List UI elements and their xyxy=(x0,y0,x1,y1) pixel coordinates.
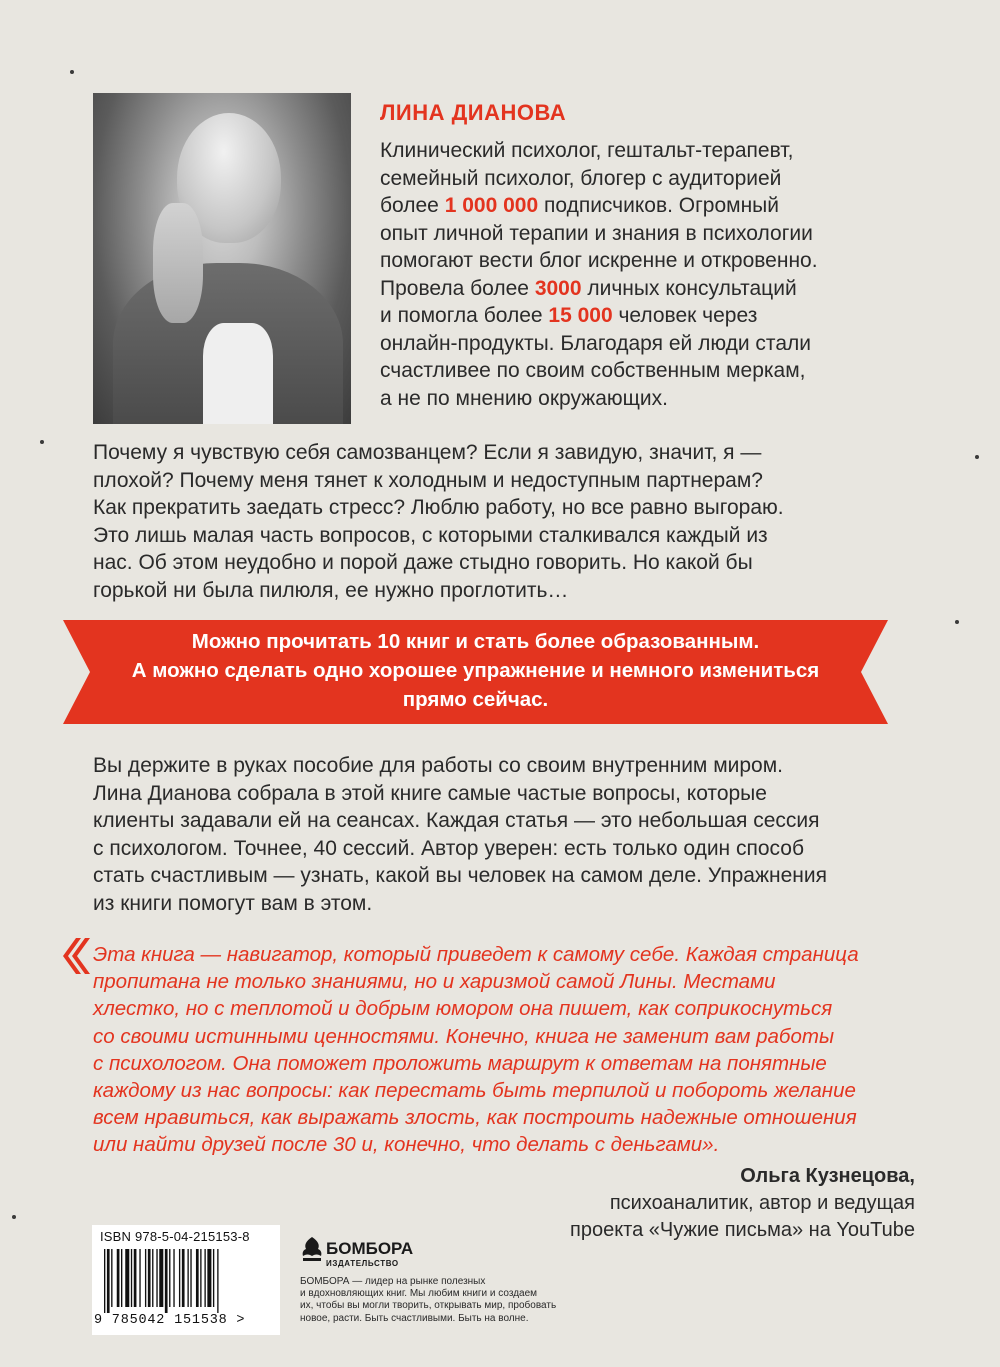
barcode-bar xyxy=(139,1249,140,1307)
quote-line: Эта книга — навигатор, который приведет к самому себе. Каждая страница xyxy=(93,943,859,966)
text-line: горькой ни была пилюля, ее нужно проглотить… xyxy=(93,578,569,602)
publisher-name: БОМБОРА xyxy=(326,1239,414,1258)
bio-line: и помогла более 15 000 человек через xyxy=(380,304,758,327)
barcode-bar xyxy=(156,1249,157,1307)
consultations-count: 3000 xyxy=(534,276,582,300)
barcode-bar xyxy=(169,1249,170,1307)
subscribers-count: 1 000 000 xyxy=(444,194,539,217)
intro-paragraph xyxy=(93,439,913,604)
barcode-bar xyxy=(131,1249,132,1307)
isbn-label: ISBN 978-5-04-215153-8 xyxy=(100,1229,250,1244)
text-line: Лина Дианова собрала в этой книге самые частые вопросы, которые xyxy=(93,781,767,805)
barcode-digits: 9 785042 151538 > xyxy=(94,1313,246,1328)
barcode-bar xyxy=(107,1249,110,1313)
quote-line: со своими истинными ценностями. Конечно, книга не заменит вам работы xyxy=(93,1024,835,1048)
paper-speck xyxy=(12,1215,16,1219)
quote-line: хлестко, но с теплотой и добрым юмором она пишет, как соприкоснуться xyxy=(93,997,833,1021)
review-quote xyxy=(93,941,923,1159)
barcode-bar xyxy=(200,1249,201,1307)
banner-line: А можно сделать одно хорошее упражнение и немного измениться xyxy=(131,659,820,682)
paper-speck xyxy=(975,455,979,459)
quote-line: пропитана не только знаниями, но и харизмой самой Лины. Местами xyxy=(93,970,776,994)
bio-line: счастливее по своим собственным меркам, xyxy=(380,359,806,382)
barcode-bar xyxy=(182,1249,185,1307)
banner-line: прямо сейчас. xyxy=(402,688,549,711)
bio-line: а не по мнению окружающих. xyxy=(380,386,669,410)
isbn-barcode-block xyxy=(92,1225,280,1335)
reviewer-name: Ольга Кузнецова, xyxy=(740,1165,915,1187)
barcode-bar xyxy=(165,1249,168,1313)
author-name: ЛИНА ДИАНОВА xyxy=(380,100,567,125)
highlight-banner xyxy=(63,620,888,724)
barcode-bar xyxy=(207,1249,211,1307)
reviewer-role: проекта «Чужие письма» на YouTube xyxy=(570,1219,915,1241)
text-line: Почему я чувствую себя самозванцем? Если я завидую, значит, я — xyxy=(93,441,762,464)
publisher-desc-line: новое, расти. Быть счастливыми. Быть на волне. xyxy=(300,1312,529,1324)
barcode-bar xyxy=(148,1249,151,1307)
barcode-bar xyxy=(213,1249,214,1307)
barcode-bar xyxy=(187,1249,188,1307)
barcode-bar xyxy=(145,1249,146,1307)
publisher-desc-line: и вдохновляющих книг. Мы любим книги и создаем xyxy=(300,1288,538,1300)
quote-line: всем нравиться, как выражать злость, как построить надежные отношения xyxy=(93,1106,857,1130)
publisher-desc-line: их, чтобы вы могли творить, открывать мир, пробовать xyxy=(300,1300,557,1312)
barcode-bar xyxy=(134,1249,137,1307)
barcode-graphic xyxy=(104,1249,268,1313)
quote-line: каждому из нас вопросы: как перестать быть терпилой и побороть желание xyxy=(93,1079,856,1103)
text-line: клиенты задавали ей на сеансах. Каждая статья — это небольшая сессия xyxy=(93,809,820,832)
text-line: Как прекратить заедать стресс? Люблю работу, но все равно выгораю. xyxy=(93,496,784,519)
paper-speck xyxy=(70,70,74,74)
paper-speck xyxy=(40,440,44,444)
text-line: Вы держите в руках пособие для работы со своим внутренним миром. xyxy=(93,754,783,777)
bio-line: опыт личной терапии и знания в психологии xyxy=(380,221,813,245)
barcode-bar xyxy=(179,1249,180,1307)
publisher-subtitle: ИЗДАТЕЛЬСТВО xyxy=(326,1259,399,1268)
barcode-bar xyxy=(196,1249,199,1307)
barcode-bar xyxy=(217,1249,218,1313)
paper-speck xyxy=(955,620,959,624)
people-count: 15 000 xyxy=(548,304,613,327)
open-quote-icon xyxy=(62,938,90,974)
publisher-desc-line: БОМБОРА — лидер на рынке полезных xyxy=(300,1276,486,1287)
quote-attribution xyxy=(570,1163,915,1244)
author-photo xyxy=(93,93,351,424)
bio-line: более 1 000 000 подписчиков. Огромный xyxy=(380,194,779,217)
barcode-bar xyxy=(152,1249,153,1307)
barcode-bar xyxy=(121,1249,122,1307)
barcode-bar xyxy=(204,1249,205,1307)
bio-line: семейный психолог, блогер с аудиторией xyxy=(380,166,782,190)
text-line: Это лишь малая часть вопросов, с которыми сталкивался каждый из xyxy=(93,523,768,547)
bio-line: онлайн-продукты. Благодаря ей люди стали xyxy=(380,331,811,355)
barcode-bar xyxy=(104,1249,105,1313)
publisher-description xyxy=(300,1276,557,1325)
description-paragraph xyxy=(93,752,913,917)
barcode-bar xyxy=(159,1249,163,1307)
bio-line: Клинический психолог, гештальт-терапевт, xyxy=(380,139,794,162)
author-bio xyxy=(380,137,900,412)
bombora-logo-icon xyxy=(300,1235,324,1263)
text-line: нас. Об этом неудобно и порой даже стыдно говорить. Но какой бы xyxy=(93,551,753,574)
quote-line: с психологом. Она поможет проложить маршрут к ответам на понятные xyxy=(93,1051,827,1075)
barcode-bar xyxy=(117,1249,120,1307)
text-line: стать счастливым — узнать, какой вы человек на самом деле. Упражнения xyxy=(93,864,828,887)
banner-line: Можно прочитать 10 книг и стать более образованным. xyxy=(191,630,760,653)
text-line: плохой? Почему меня тянет к холодным и недоступным партнерам? xyxy=(93,468,763,492)
bio-line: помогают вести блог искренне и откровенно. xyxy=(380,249,818,272)
text-line: с психологом. Точнее, 40 сессий. Автор уверен: есть только один способ xyxy=(93,836,804,860)
barcode-bar xyxy=(125,1249,129,1307)
text-line: из книги помогут вам в этом. xyxy=(93,891,373,915)
reviewer-role: психоаналитик, автор и ведущая xyxy=(609,1192,915,1214)
barcode-bar xyxy=(173,1249,174,1307)
barcode-bar xyxy=(190,1249,191,1307)
quote-line: или найти друзей после 30 и, конечно, что делать с деньгами». xyxy=(93,1133,720,1157)
barcode-bar xyxy=(111,1249,112,1307)
bio-line: Провела более 3000 личных консультаций xyxy=(380,276,797,300)
